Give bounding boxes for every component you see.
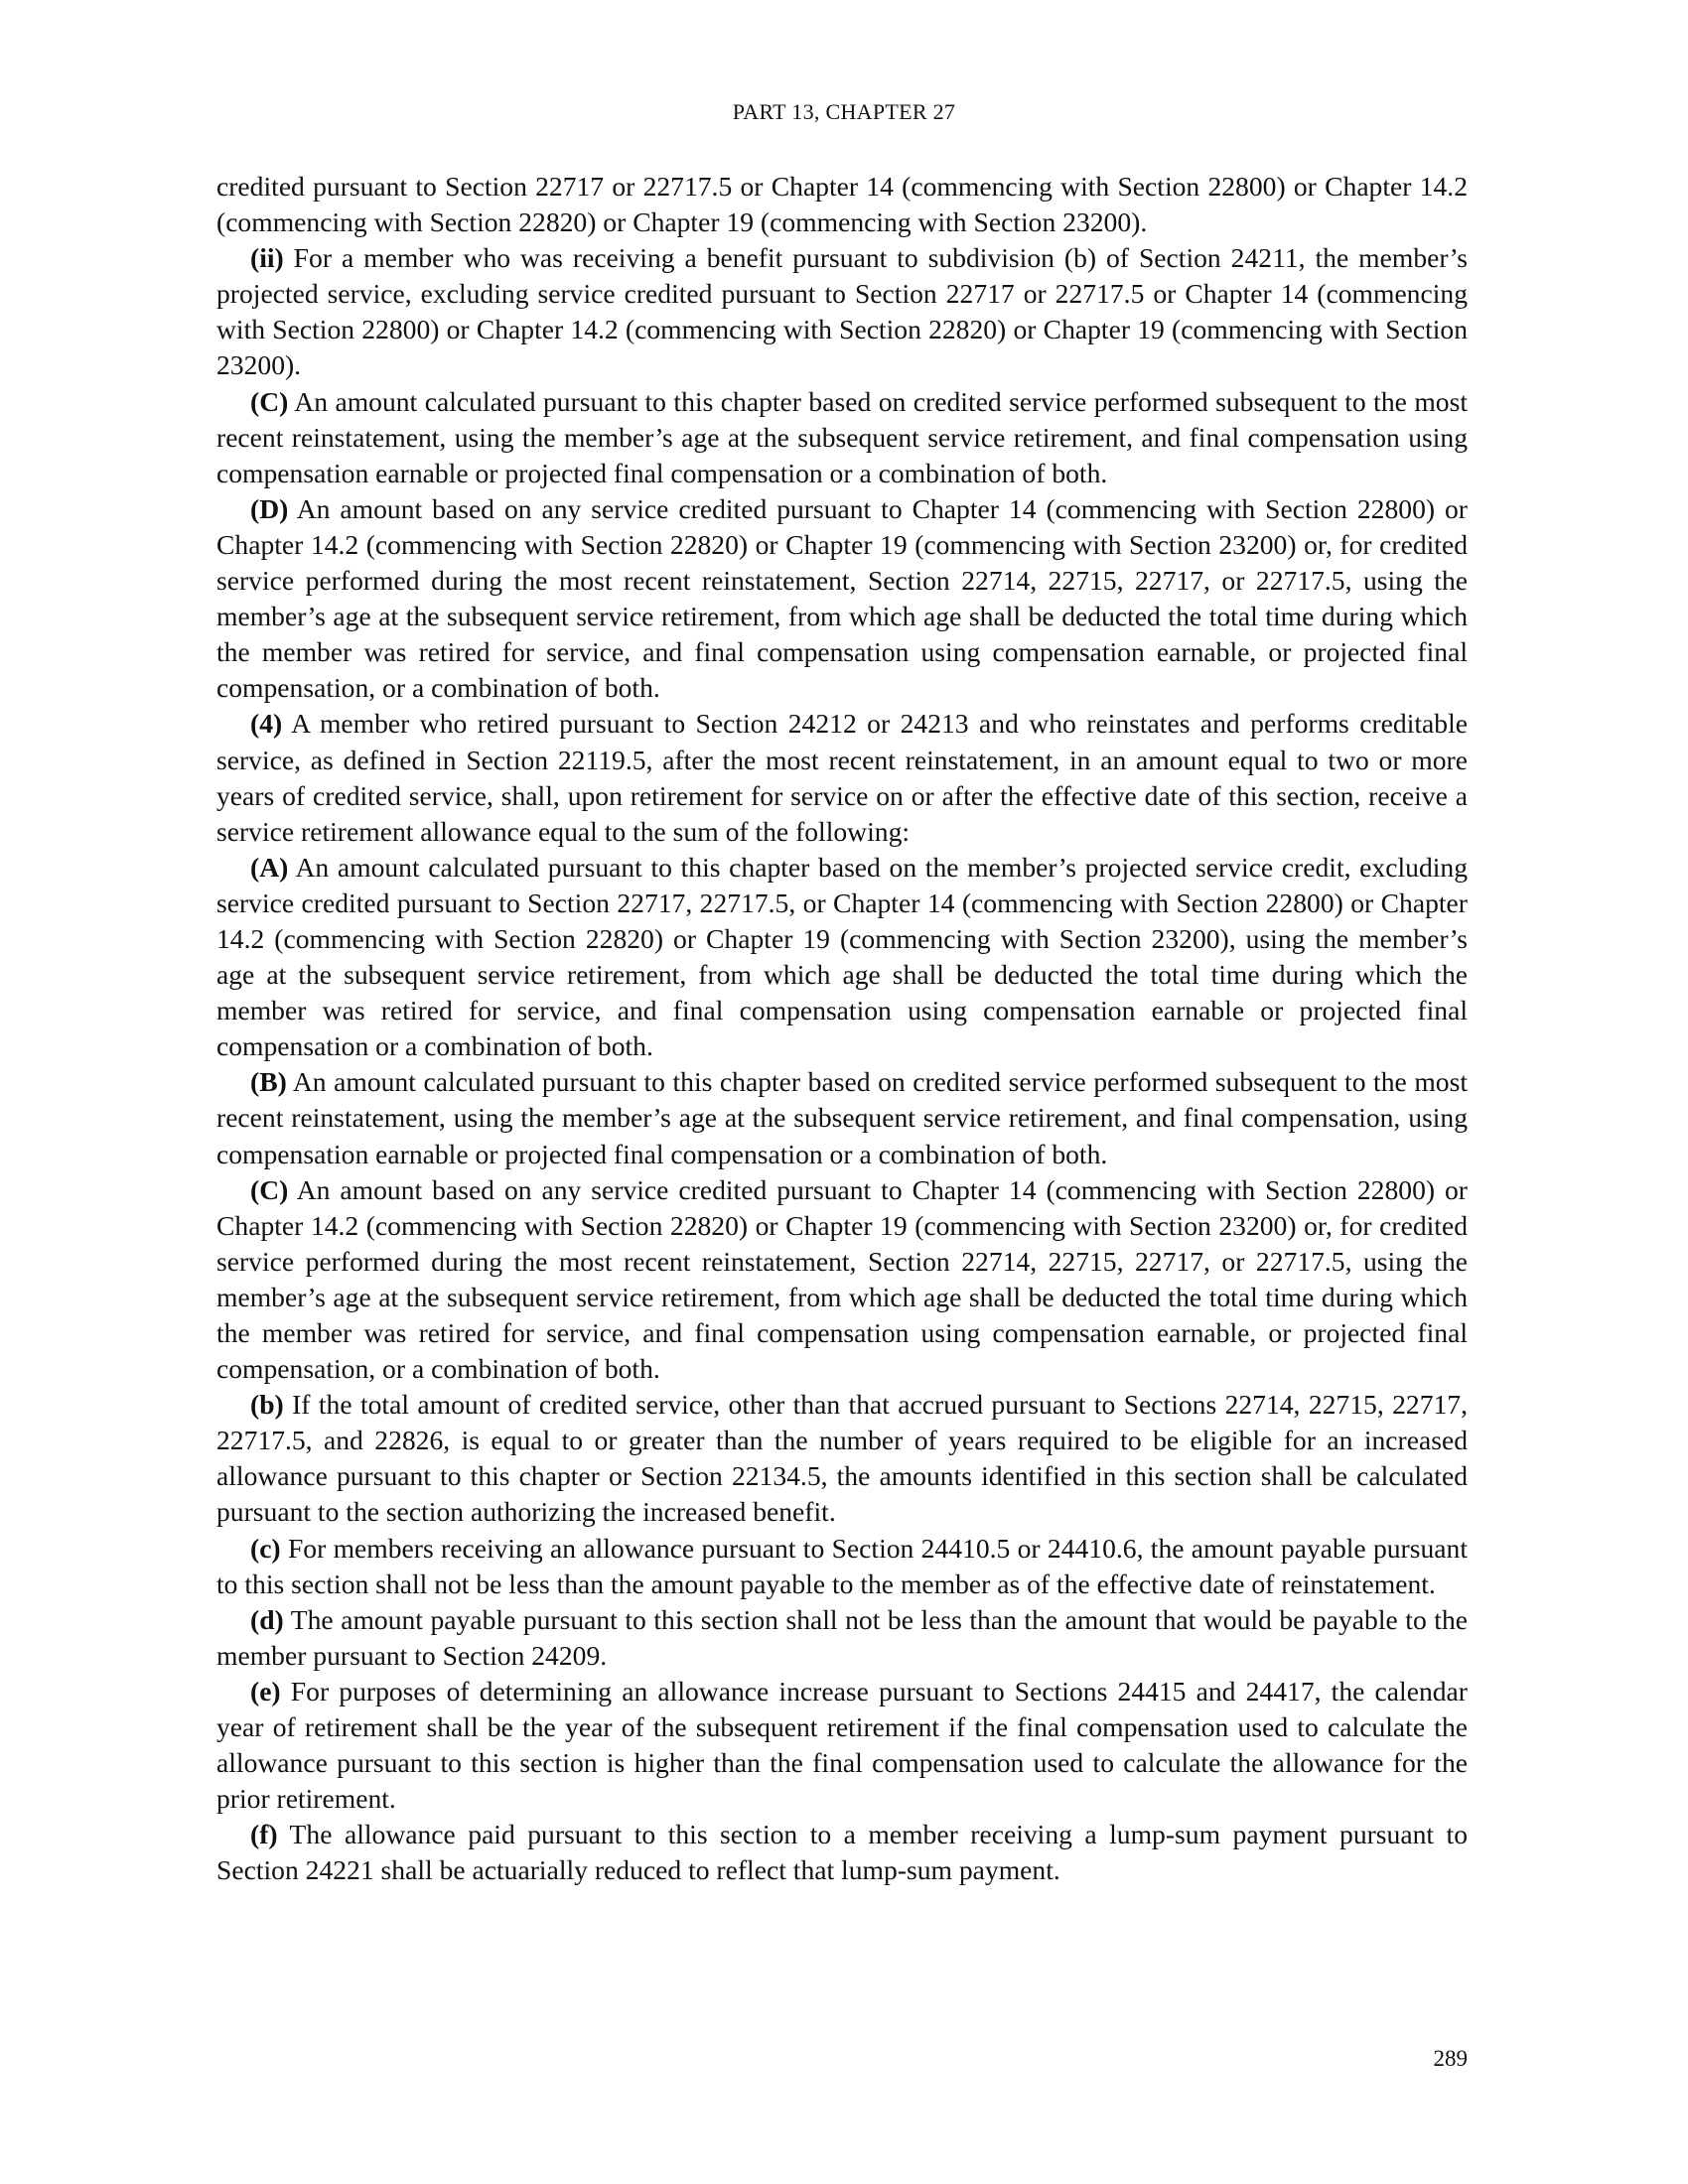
paragraph-label: (c) [250, 1532, 281, 1564]
paragraph-text: For a member who was receiving a benefit pursuant to subdivision (b) of Section 24211, the member’s projected service, excluding service credited pursuant to Section 22717 or 22717.5 or Chapter 14 (commencing with Section 22800) or Chapter 14.2 (commencing with Section 22820) or Chapter 19 (commencing with Section 23200). [216, 242, 1468, 381]
paragraph-label: (e) [250, 1675, 281, 1706]
paragraph-label: (d) [250, 1603, 284, 1635]
paragraph-C-first [216, 384, 1468, 491]
paragraph-label: (ii) [250, 242, 284, 274]
paragraph-f [216, 1817, 1468, 1888]
paragraph-b [216, 1387, 1468, 1530]
body-text [216, 169, 1468, 1889]
paragraph-label: (C) [250, 1173, 289, 1205]
paragraph-label: (4) [250, 708, 283, 740]
paragraph-c [216, 1531, 1468, 1602]
paragraph-A [216, 850, 1468, 1065]
page-number: 289 [1433, 2046, 1468, 2071]
paragraph-text: For purposes of determining an allowance increase pursuant to Sections 24415 and 24417, the calendar year of retirement shall be the year of the subsequent retirement if the final compensation used to calculate the allowance pursuant to this section is higher than the final compensation used to calculate the allowance for the prior retirement. [216, 1675, 1468, 1815]
paragraph-ii [216, 240, 1468, 383]
paragraph-text: A member who retired pursuant to Section 24212 or 24213 and who reinstates and performs creditable service, as defined in Section 22119.5, after the most recent reinstatement, in an amount equal to two or more years of credited service, shall, upon retirement for service on or after the effective date of this section, receive a service retirement allowance equal to the sum of the following: [216, 708, 1468, 847]
paragraph-text: An amount based on any service credited pursuant to Chapter 14 (commencing with Section 22800) or Chapter 14.2 (commencing with Section 22820) or Chapter 19 (commencing with Section 23200) or, for credited service performed during the most recent reinstatement, Section 22714, 22715, 22717, or 22717.5, using the member’s age at the subsequent service retirement, from which age shall be deducted the total time during which the member was retired for service, and final compensation using compensation earnable, or projected final compensation, or a combination of both. [216, 492, 1468, 704]
paragraph-text: An amount calculated pursuant to this chapter based on the member’s projected service credit, excluding service credited pursuant to Section 22717, 22717.5, or Chapter 14 (commencing with Section 22800) or Chapter 14.2 (commencing with Section 22820) or Chapter 19 (commencing with Section 23200), using the member’s age at the subsequent service retirement, from which age shall be deducted the total time during which the member was retired for service, and final compensation using compensation earnable or projected final compensation or a combination of both. [216, 851, 1468, 1062]
paragraph-text: An amount calculated pursuant to this chapter based on credited service performed subsequent to the most recent reinstatement, using the member’s age at the subsequent service retirement, and final compensation using compensation earnable or projected final compensation or a combination of both. [216, 385, 1468, 488]
paragraph-text: If the total amount of credited service, other than that accrued pursuant to Sections 22714, 22715, 22717, 22717.5, and 22826, is equal to or greater than the number of years required to be eligible for an increased allowance pursuant to this chapter or Section 22134.5, the amounts identified in this section shall be calculated pursuant to the section authorizing the increased benefit. [216, 1389, 1468, 1528]
paragraph-label: (D) [250, 492, 289, 524]
paragraph-4 [216, 706, 1468, 849]
paragraph-text: The allowance paid pursuant to this section to a member receiving a lump-sum payment pursuant to Section 24221 shall be actuarially reduced to reflect that lump-sum payment. [216, 1819, 1468, 1886]
paragraph-text: An amount calculated pursuant to this chapter based on credited service performed subsequent to the most recent reinstatement, using the member’s age at the subsequent service retirement, and final compensation, using compensation earnable or projected final compensation or a combination of both. [216, 1066, 1468, 1169]
paragraph-B [216, 1064, 1468, 1171]
paragraph-text: An amount based on any service credited pursuant to Chapter 14 (commencing with Section 22800) or Chapter 14.2 (commencing with Section 22820) or Chapter 19 (commencing with Section 23200) or, for credited service performed during the most recent reinstatement, Section 22714, 22715, 22717, or 22717.5, using the member’s age at the subsequent service retirement, from which age shall be deducted the total time during which the member was retired for service, and final compensation using compensation earnable, or projected final compensation, or a combination of both. [216, 1173, 1468, 1385]
paragraph-text: For members receiving an allowance pursuant to Section 24410.5 or 24410.6, the amount payable pursuant to this section shall not be less than the amount payable to the member as of the effective date of reinstatement. [216, 1532, 1468, 1599]
paragraph-D [216, 491, 1468, 707]
paragraph-C-second [216, 1172, 1468, 1388]
paragraph-label: (f) [250, 1819, 278, 1850]
paragraph-label: (b) [250, 1389, 284, 1421]
paragraph-label: (C) [250, 385, 289, 417]
paragraph-text: credited pursuant to Section 22717 or 22717.5 or Chapter 14 (commencing with Section 22800) or Chapter 14.2 (commencing with Section 22820) or Chapter 19 (commencing with Section 23200). [216, 171, 1468, 238]
paragraph-text: The amount payable pursuant to this section shall not be less than the amount that would be payable to the member pursuant to Section 24209. [216, 1603, 1468, 1671]
paragraph-e [216, 1674, 1468, 1817]
paragraph-d [216, 1602, 1468, 1674]
paragraph-continuation [216, 169, 1468, 240]
paragraph-label: (A) [250, 851, 289, 883]
running-head: PART 13, CHAPTER 27 [732, 99, 956, 124]
paragraph-label: (B) [250, 1066, 287, 1098]
